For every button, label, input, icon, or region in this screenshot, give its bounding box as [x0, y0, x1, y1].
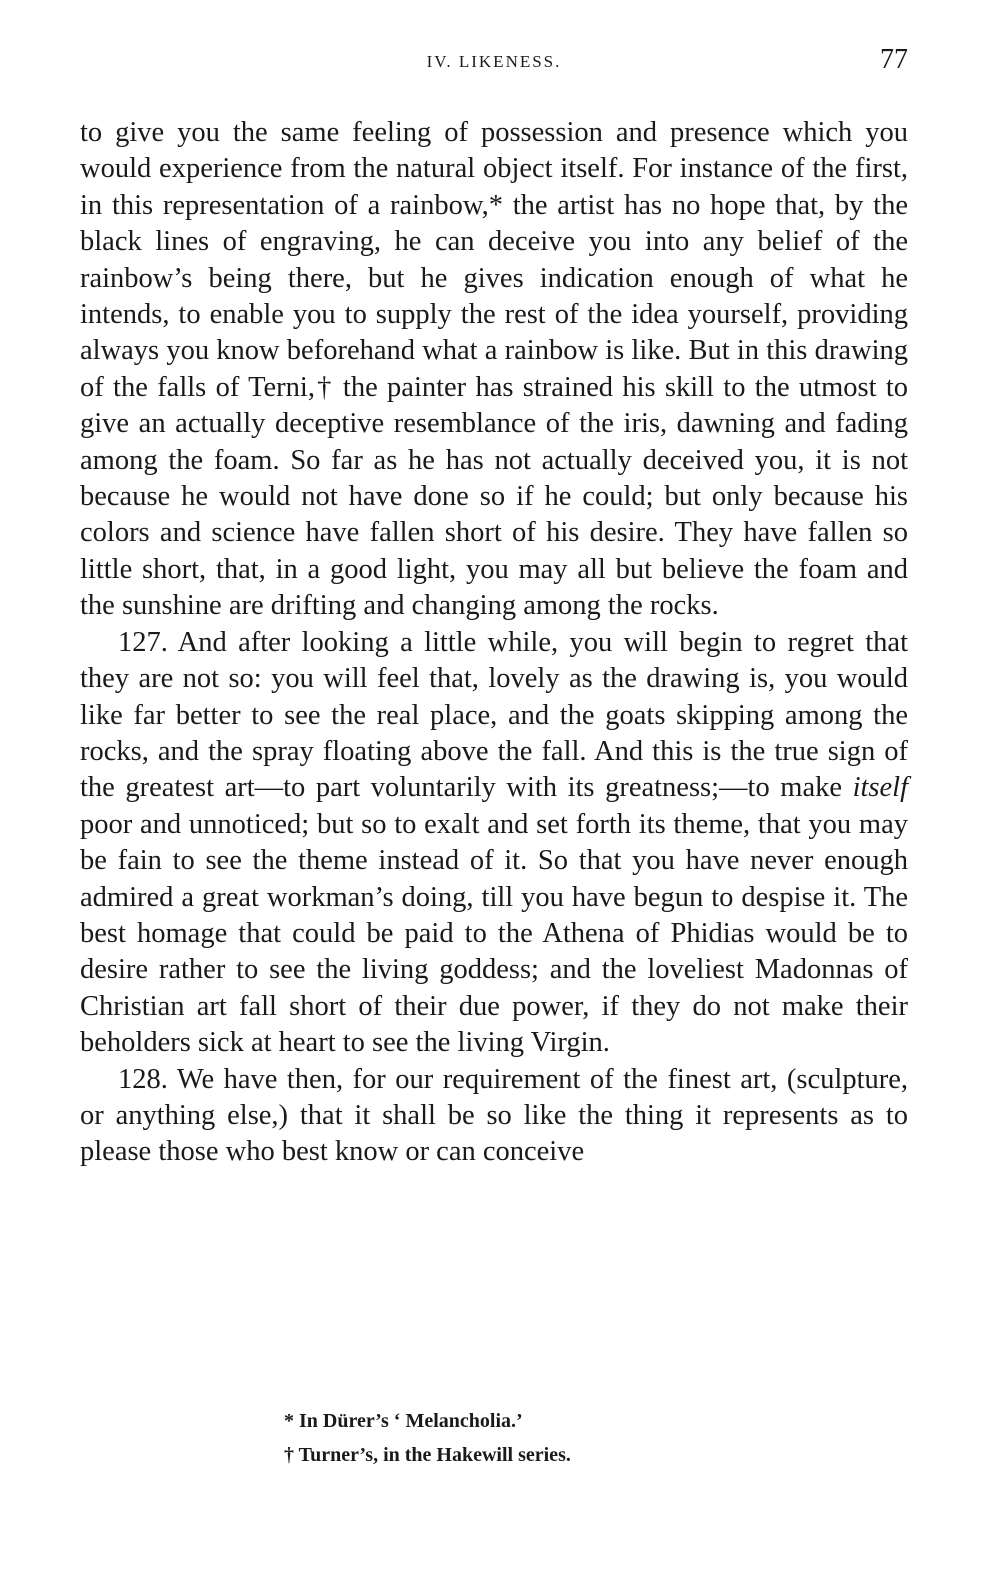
page-number: 77 [880, 44, 908, 75]
paragraph-127-text-start: 127. And after looking a little while, you will begin to regret that they are not so: you will feel that, lovely as the drawing is, you would like far better to see the real place, and the goats skipping among the rocks, and the spray floating above the fall. And this is the true sign of the greatest art—to part voluntarily with its greatness;—to make [80, 626, 908, 804]
running-head [80, 44, 908, 84]
footnote-dagger: † Turner’s, in the Hakewill series. [284, 1444, 571, 1466]
paragraph-127 [80, 625, 908, 1062]
paragraph-128: 128. We have then, for our requirement of the finest art, (sculpture, or anything else,) that it shall be so like the thing it represents as to please those who best know or can conceive [80, 1063, 908, 1168]
paragraph-127-text-end: poor and unnoticed; but so to exalt and set forth its theme, that you may be fain to see the theme instead of it. So that you have never enough admired a great workman’s doing, till you have begun to despise it. The best homage that could be paid to the Athena of Phidias would be to desire rather to see the living goddess; and the loveliest Madonnas of Christian art fall short of their due power, if they do not make their beholders sick at heart to see the living Virgin. [80, 808, 908, 1059]
footnotes [80, 1404, 908, 1472]
footnote-asterisk: * In Dürer’s ‘ Melancholia.’ [284, 1410, 523, 1432]
running-title: IV. LIKENESS. [426, 52, 562, 71]
paragraph-127-italic: itself [852, 772, 908, 804]
continuation-paragraph: to give you the same feeling of possession and presence which you would experience from the natural object itself. For instance of the first, in this representation of a rainbow,* the artist has no hope that, by the black lines of engraving, he can deceive you into any belief of the rainbow’s being there, but he gives indication enough of what he intends, to enable you to supply the rest of the idea yourself, providing always you know beforehand what a rainbow is like. But in this drawing of the falls of Terni,† the painter has strained his skill to the utmost to give an actually deceptive resemblance of the iris, dawning and fading among the foam. So far as he has not actually deceived you, it is not because he would not have done so if he could; but only because his colors and science have fallen short of his desire. They have fallen so little short, that, in a good light, you may all but believe the foam and the sunshine are drifting and changing among the rocks. [80, 117, 908, 622]
body-text [80, 115, 908, 1171]
